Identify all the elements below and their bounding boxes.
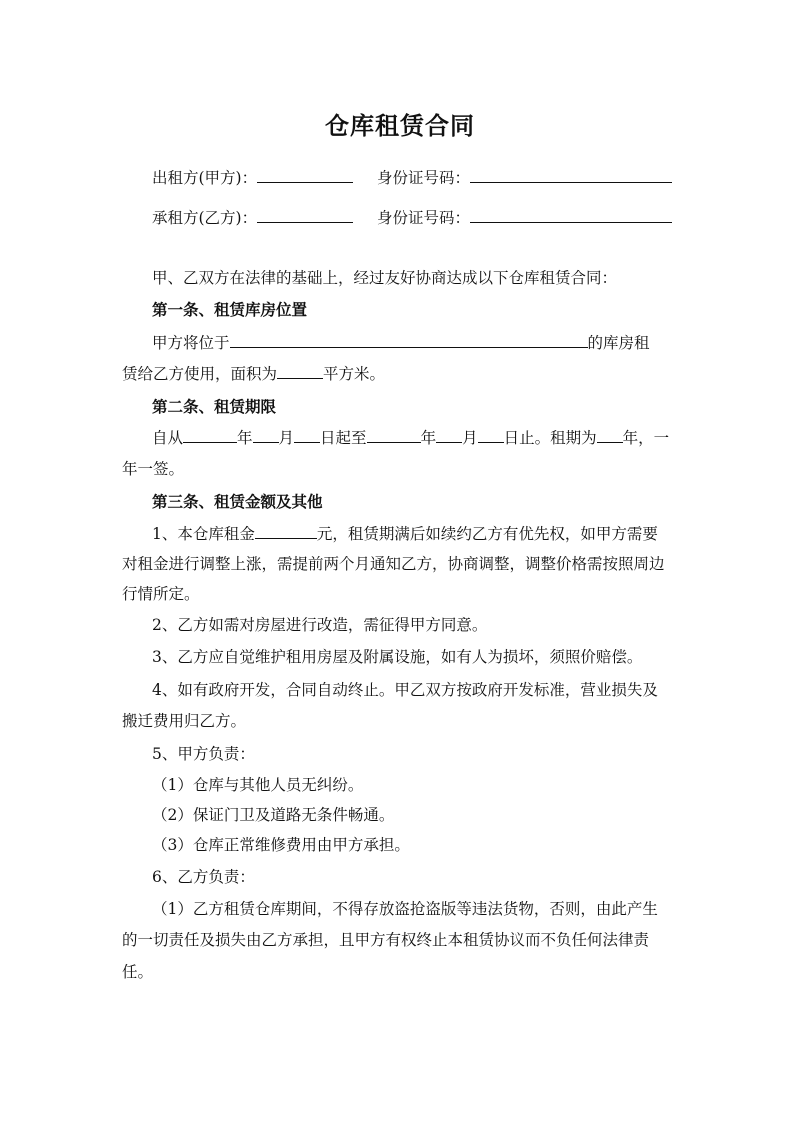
article3-text: 元，租赁期满后如续约乙方有优先权，如甲方需要 — [316, 525, 658, 543]
start-day-blank[interactable] — [294, 426, 320, 443]
article1-line2 — [122, 362, 385, 384]
lessor-name-blank[interactable] — [257, 166, 353, 183]
document-title: 仓库租赁合同 — [325, 111, 475, 140]
article2-heading: 第二条、租赁期限 — [152, 397, 277, 416]
start-month-blank[interactable] — [253, 426, 279, 443]
article2-text: 年 — [237, 429, 253, 447]
end-month-blank[interactable] — [436, 426, 462, 443]
article3-item6-1-line1: （1）乙方租赁仓库期间，不得存放盗抢盗版等违法货物，否则，由此产生 — [152, 900, 658, 918]
lessee-id-blank[interactable] — [470, 206, 672, 223]
article1-text: 甲方将位于 — [152, 334, 230, 352]
article3-item5-2: （2）保证门卫及道路无条件畅通。 — [152, 806, 395, 824]
article1-text: 平方米。 — [323, 365, 386, 383]
article2-text: 年 — [420, 429, 437, 447]
location-blank[interactable] — [230, 331, 588, 348]
lessor-label: 出租方(甲方)： — [152, 169, 258, 187]
article3-item6-1-line3: 任。 — [122, 963, 154, 981]
article2-text: 日止。租期为 — [503, 429, 597, 447]
article1-text: 赁给乙方使用，面积为 — [122, 365, 278, 383]
end-year-blank[interactable] — [367, 426, 421, 443]
article3-item5-3: （3）仓库正常维修费用由甲方承担。 — [152, 836, 410, 854]
lessee-row — [152, 206, 672, 228]
article3-item3: 3、乙方应自觉维护租用房屋及附属设施，如有人为损坏，须照价赔偿。 — [152, 648, 643, 666]
article3-item2: 2、乙方如需对房屋进行改造，需征得甲方同意。 — [152, 616, 488, 634]
article2-text: 年，一 — [622, 429, 670, 447]
term-years-blank[interactable] — [597, 426, 623, 443]
article3-item1-line3: 行情所定。 — [122, 585, 200, 603]
article2-text: 月 — [278, 429, 295, 447]
article3-item4-line2: 搬迁费用归乙方。 — [122, 712, 247, 730]
preamble: 甲、乙双方在法律的基础上，经过友好协商达成以下仓库租赁合同： — [152, 269, 618, 287]
article1-text: 的库房租 — [587, 334, 650, 352]
article2-line1 — [152, 426, 669, 448]
article1-line1 — [152, 331, 650, 353]
end-day-blank[interactable] — [478, 426, 504, 443]
article3-item6-1-line2: 的一切责任及损失由乙方承担，且甲方有权终止本租赁协议而不负任何法律责 — [122, 931, 650, 949]
article2-line2: 年一签。 — [122, 460, 185, 478]
lessee-id-label: 身份证号码： — [376, 209, 470, 227]
article3-heading: 第三条、租赁金额及其他 — [152, 492, 323, 511]
article3-item1-line2: 对租金进行调整上涨，需提前两个月通知乙方，协商调整，调整价格需按照周边 — [122, 555, 665, 573]
lessor-row — [152, 166, 672, 188]
article1-heading: 第一条、租赁库房位置 — [152, 300, 308, 319]
article3-text: 1、本仓库租金 — [152, 525, 255, 543]
lessee-name-blank[interactable] — [257, 206, 353, 223]
article3-item1-line1 — [152, 522, 658, 544]
start-year-blank[interactable] — [183, 426, 237, 443]
lessee-label: 承租方(乙方)： — [152, 209, 258, 227]
lessor-id-label: 身份证号码： — [376, 169, 470, 187]
article3-item4-line1: 4、如有政府开发，合同自动终止。甲乙双方按政府开发标准，营业损失及 — [152, 681, 658, 699]
article3-item5-1: （1）仓库与其他人员无纠纷。 — [152, 776, 364, 794]
article2-text: 自从 — [152, 429, 184, 447]
article3-item5: 5、甲方负责： — [152, 745, 255, 763]
area-blank[interactable] — [277, 362, 323, 379]
lessor-id-blank[interactable] — [470, 166, 672, 183]
rent-amount-blank[interactable] — [255, 522, 317, 539]
article2-text: 日起至 — [320, 429, 367, 447]
article2-text: 月 — [462, 429, 478, 447]
article3-item6: 6、乙方负责： — [152, 868, 255, 886]
